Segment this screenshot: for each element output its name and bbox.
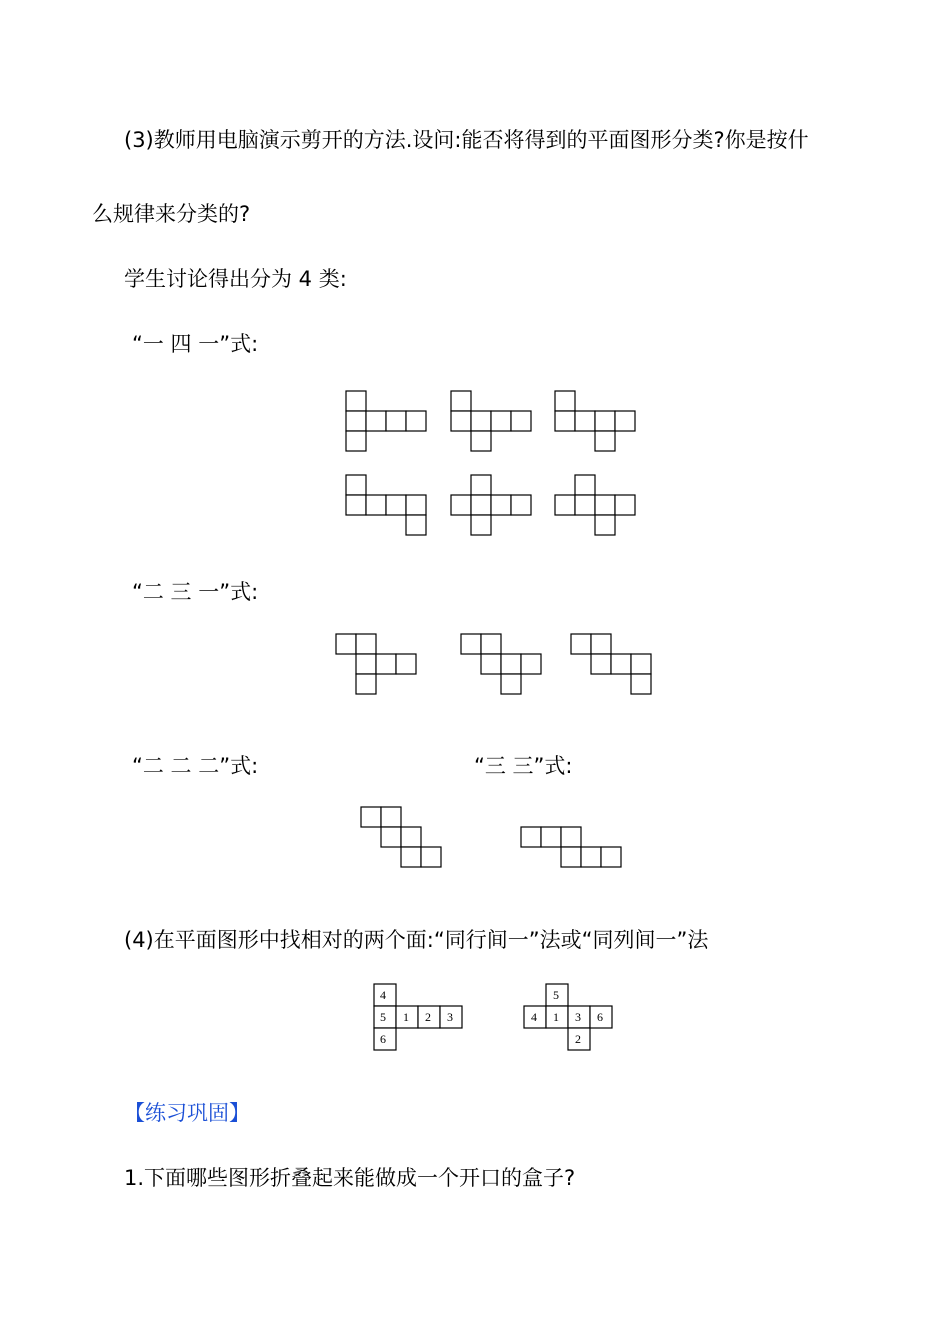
face-number: 6 — [380, 1032, 386, 1046]
net-222 — [361, 807, 441, 867]
net-33 — [521, 827, 621, 867]
net-141-e — [451, 475, 531, 535]
numbered-net-left — [374, 984, 462, 1050]
net-231-c — [571, 634, 651, 694]
face-number: 4 — [380, 988, 386, 1002]
net-141-d — [346, 475, 426, 535]
paragraph-3-line-2: 么规律来分类的? — [92, 202, 251, 226]
paragraph-4: (4)在平面图形中找相对的两个面:“同行间一”法或“同列间一”法 — [124, 928, 709, 952]
type-141-label: “一 四 一”式: — [132, 332, 259, 356]
net-141-a — [346, 391, 426, 451]
face-number: 3 — [575, 1010, 581, 1024]
face-number: 5 — [380, 1010, 386, 1024]
discussion-text: 学生讨论得出分为 4 类: — [124, 267, 347, 291]
type-222-label: “二 二 二”式: — [132, 754, 259, 778]
type-231-label: “二 三 一”式: — [132, 580, 259, 604]
face-number: 2 — [575, 1032, 581, 1046]
net-231-b — [461, 634, 541, 694]
numbered-net-right — [524, 984, 612, 1050]
question-1: 1.下面哪些图形折叠起来能做成一个开口的盒子? — [124, 1166, 576, 1190]
face-number: 4 — [531, 1010, 537, 1024]
net-141-c — [555, 391, 635, 451]
face-number: 5 — [553, 988, 559, 1002]
face-number: 1 — [403, 1010, 409, 1024]
type-33-label: “三 三”式: — [474, 754, 573, 778]
face-number: 3 — [447, 1010, 453, 1024]
practice-heading: 【练习巩固】 — [124, 1101, 250, 1125]
face-number: 2 — [425, 1010, 431, 1024]
face-number: 6 — [597, 1010, 603, 1024]
net-141-b — [451, 391, 531, 451]
net-141-f — [555, 475, 635, 535]
face-number: 1 — [553, 1010, 559, 1024]
net-231-a — [336, 634, 416, 694]
paragraph-3-line-1: (3)教师用电脑演示剪开的方法.设问:能否将得到的平面图形分类?你是按什 — [124, 128, 809, 152]
